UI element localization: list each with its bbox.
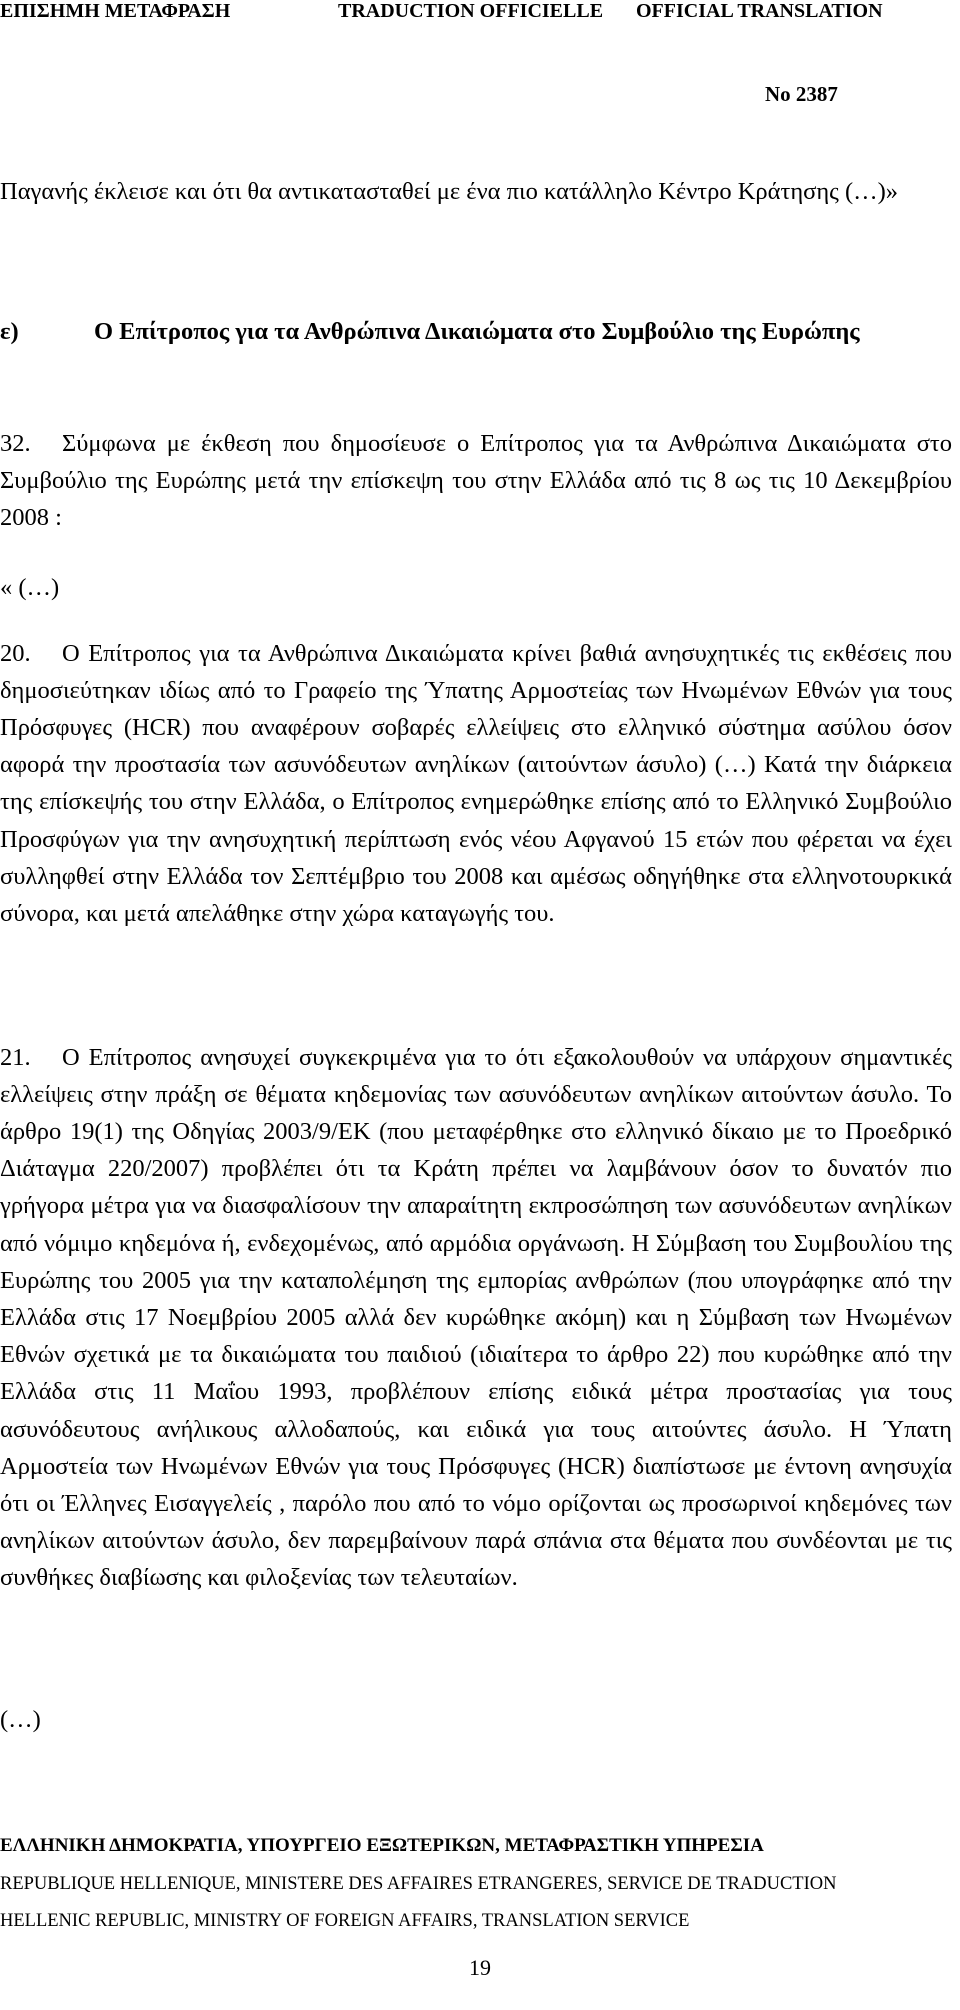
quote-open: « (…)	[0, 573, 60, 601]
paragraph-21-text: Ο Επίτροπος ανησυχεί συγκεκριμένα για το ότι εξακολουθούν να υπάρχουν σημαντικές ελλείψεις στην πράξη σε θέματα κηδεμονίας των ασυνόδευτων ανηλίκων αιτούντων άσυλο. Το άρθρο 19(1) της Οδηγίας 2003/9/ΕΚ (που μεταφέρθηκε στο ελληνικό δίκαιο με το Προεδρικό Διάταγμα 220/2007) προβλέπει ότι τα Κράτη πρέπει να λαμβάνουν όσον το δυνατόν πιο γρήγορα μέτρα για να διασφαλίσουν την απαραίτητη εκπροσώπηση των ασυνόδευτων ανηλίκων από νόμιμο κηδεμόνα ή, ενδεχομένως, από αρμόδια οργάνωση. Η Σύμβαση του Συμβουλίου της Ευρώπης του 2005 για την καταπολέμηση της εμπορίας ανθρώπων (που υπογράφηκε από την Ελλάδα στις 17 Νοεμβρίου 2005 αλλά δεν κυρώθηκε ακόμη) και η Σύμβαση των Ηνωμένων Εθνών σχετικά με τα δικαιώματα του παιδιού (ιδιαίτερα το άρθρο 22) που κυρώθηκε από την Ελλάδα στις 11 Μαΐου 1993, προβλέπουν επίσης ειδικά μέτρα προστασίας για τους ασυνόδευτους ανήλικους αλλοδαπούς, και ειδικά για τους αιτούντες άσυλο. Η Ύπατη Αρμοστεία των Ηνωμένων Εθνών για τους Πρόσφυγες (HCR) διαπίστωσε με έντονη ανησυχία ότι οι Έλληνες Εισαγγελείς , παρόλο που από το νόμο ορίζονται ως προσωρινοί κηδεμόνες των ανηλίκων αιτούντων άσυλο, δεν παρεμβαίνουν παρά σπάνια στα θέματα που συνδέονται με τις συνθήκες διαβίωσης και φιλοξενίας των τελευταίων.	[0, 1043, 952, 1592]
paragraph-21-number: 21.	[0, 1043, 31, 1071]
section-heading-number: ε)	[0, 317, 19, 345]
section-heading-text: Ο Επίτροπος για τα Ανθρώπινα Δικαιώματα στο Συμβούλιο της Ευρώπης	[94, 317, 860, 345]
section-heading	[0, 313, 952, 350]
paragraph-20	[0, 635, 952, 933]
paragraph-32-number: 32.	[0, 429, 31, 457]
paragraph-20-number: 20.	[0, 639, 31, 667]
footer-french: REPUBLIQUE HELLENIQUE, MINISTERE DES AFFAIRES ETRANGERES, SERVICE DE TRADUCTION	[0, 1874, 837, 1894]
paragraph-20-text: Ο Επίτροπος για τα Ανθρώπινα Δικαιώματα κρίνει βαθιά ανησυχητικές τις εκθέσεις που δημοσιεύτηκαν ιδίως από το Γραφείο της Ύπατης Αρμοστείας των Ηνωμένων Εθνών για τους Πρόσφυγες (HCR) που αναφέρουν σοβαρές ελλείψεις στο ελληνικό σύστημα ασύλου όσον αφορά την προστασία των ασυνόδευτων ανηλίκων (αιτούντων άσυλο) (…) Κατά την διάρκεια της επίσκεψής του στην Ελλάδα, ο Επίτροπος ενημερώθηκε επίσης από το Ελληνικό Συμβούλιο Προσφύγων για την ανησυχητική περίπτωση ενός νέου Αφγανού 15 ετών που φέρεται να έχει συλληφθεί στην Ελλάδα τον Σεπτέμβριο του 2008 και αμέσως οδηγήθηκε στα ελληνοτουρκικά σύνορα, και μετά απελάθηκε στην χώρα καταγωγής του.	[0, 639, 952, 927]
intro-paragraph: Παγανής έκλεισε και ότι θα αντικατασταθεί με ένα πιο κατάλληλο Κέντρο Κράτησης (…)»	[0, 177, 899, 205]
page-number: 19	[469, 1955, 491, 1980]
document-number: No 2387	[765, 82, 838, 106]
footer-greek: ΕΛΛΗΝΙΚΗ ΔΗΜΟΚΡΑΤΙΑ, ΥΠΟΥΡΓΕΙΟ ΕΞΩΤΕΡΙΚΩΝ, ΜΕΤΑΦΡΑΣΤΙΚΗ ΥΠΗΡΕΣΙΑ	[0, 1835, 764, 1856]
header-french: TRADUCTION OFFICIELLE	[338, 0, 604, 22]
paragraph-32-text: Σύμφωνα με έκθεση που δημοσίευσε ο Επίτροπος για τα Ανθρώπινα Δικαιώματα στο Συμβούλιο της Ευρώπης μετά την επίσκεψη του στην Ελλάδα από τις 8 ως τις 10 Δεκεμβρίου 2008 :	[0, 429, 952, 531]
header-english: OFFICIAL TRANSLATION	[636, 0, 883, 22]
paragraph-21	[0, 1039, 952, 1597]
header-greek: ΕΠΙΣΗΜΗ ΜΕΤΑΦΡΑΣΗ	[0, 0, 231, 22]
paragraph-32	[0, 425, 952, 537]
ellipsis: (…)	[0, 1705, 41, 1733]
footer-english: HELLENIC REPUBLIC, MINISTRY OF FOREIGN AFFAIRS, TRANSLATION SERVICE	[0, 1911, 690, 1931]
